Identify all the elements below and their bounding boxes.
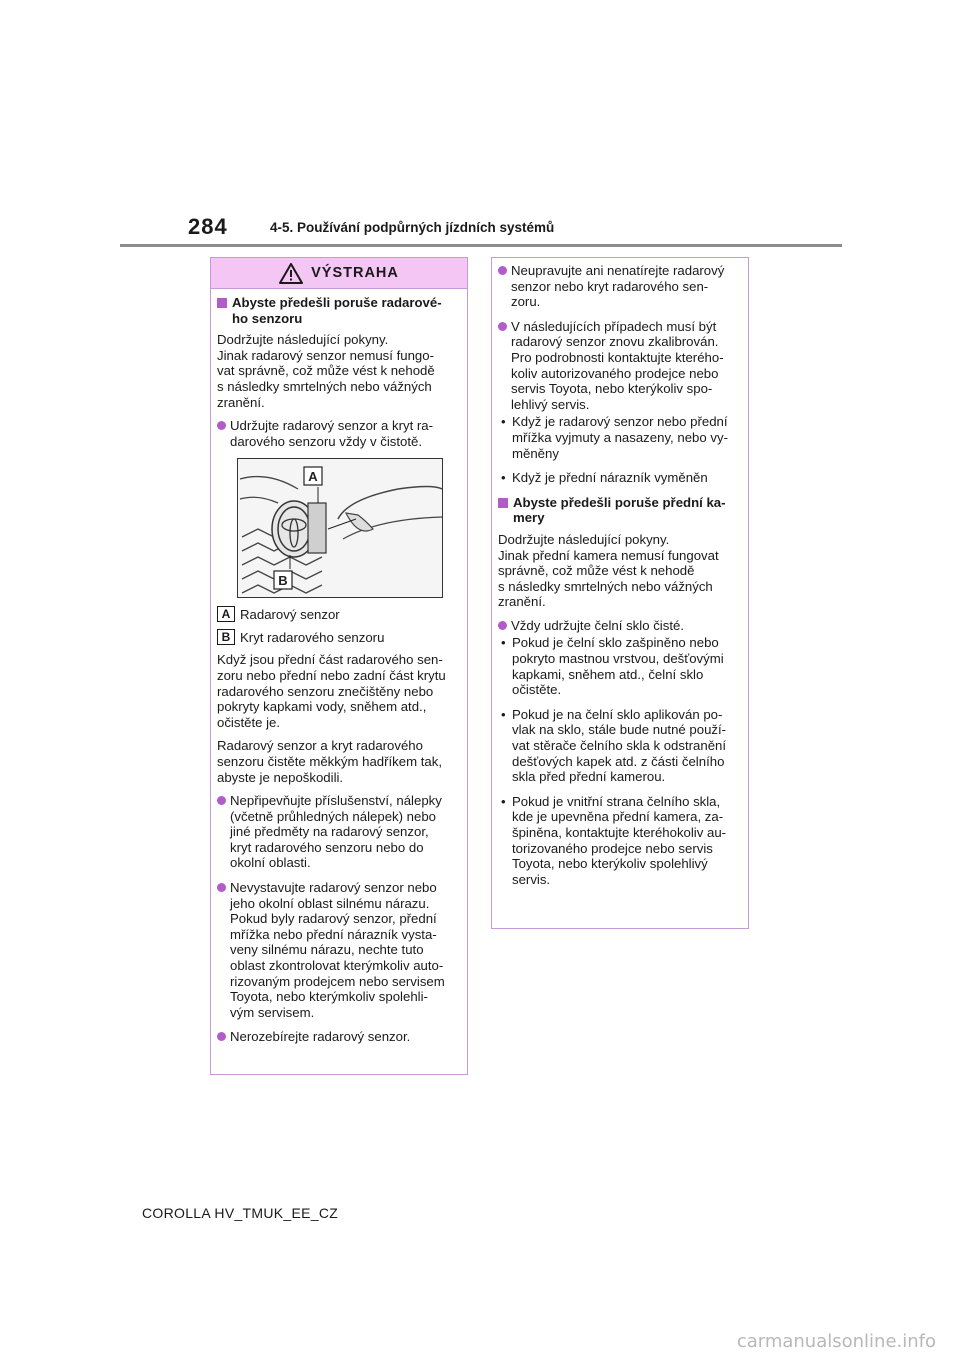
list-item: Neupravujte ani nenatírejte radarový senzor nebo kryt radarového sen- zoru. [498,263,743,310]
list-item: Nevystavujte radarový senzor nebo jeho okolní oblast silnému nárazu. Pokud byly radarový senzor, přední mřížka nebo přední nárazník vysta- veny silnému nárazu, nechte tuto oblast zkontrolovat kterýmkoliv auto- rizovaným prodejcem nebo servisem Toyota, nebo kterýmkoliv spolehli- vým servisem. [217,880,462,1020]
square-bullet-icon [498,498,508,508]
legend-text: Radarový senzor [240,606,340,622]
list-item: Nepřipevňujte příslušenství, nálepky (včetně průhledných nálepek) nebo jiné předměty na radarový senzor, kryt radarového senzoru nebo do okolní oblasti. [217,793,462,871]
camera-heading: Abyste předešli poruše přední ka- mery [498,495,743,526]
warning-box-left [210,257,468,1075]
figure-label-a: A [308,469,318,485]
circle-bullet-icon [217,421,226,430]
right-content [492,258,748,887]
cleaning-cloth-paragraph: Radarový senzor a kryt radarového senzoru čistěte měkkým hadříkem tak, abyste je nepoškodili. [217,738,442,785]
header-rule [120,244,842,247]
camera-intro: Dodržujte následující pokyny. Jinak přední kamera nemusí fungovat správně, což může vést k nehodě s následky smrtelných nebo vážných zranění. [498,531,719,610]
legend-item-a [217,606,462,622]
page-header [0,0,960,250]
legend-key: A [217,606,235,622]
warning-title: VÝSTRAHA [311,265,399,281]
radar-heading: Abyste předešli poruše radarové- ho senzoru [217,295,462,326]
circle-bullet-icon [498,266,507,275]
page-number: 284 [188,214,228,239]
left-content [211,289,467,1045]
list-item: Nerozebírejte radarový senzor. [217,1029,462,1045]
sub-list-item: • Když je přední nárazník vyměněn [501,470,708,486]
radar-sensor-figure [237,458,443,598]
legend-text: Kryt radarového senzoru [240,629,385,645]
cleaning-paragraph: Když jsou přední část radarového sen- zoru nebo přední nebo zadní část krytu radarového senzoru znečištěny nebo pokryty kapkami vody, sněhem atd., očistěte je. [217,652,446,730]
warning-bar [211,258,467,289]
legend-key: B [217,629,235,645]
circle-bullet-icon [498,322,507,331]
circle-bullet-icon [498,621,507,630]
legend-item-b [217,629,462,645]
list-item: V následujících případech musí být radarový senzor znovu zkalibrován. Pro podrobnosti kontaktujte kteréhо- koliv autorizovaného prodejce nebo servis Toyota, nebo kterýkoliv spo- lehlivý servis. [498,319,743,413]
sub-list-item: • Pokud je na čelní sklo aplikován po- vlak na sklo, stále bude nutné použí- vat stěrače čelního skla k odstranění dešťových kapek atd. z části čelního skla před přední kamerou. [501,706,727,785]
section-title: 4-5. Používání podpůrných jízdních systémů [270,220,555,235]
radar-sensor-illustration [238,459,442,597]
footer-model: COROLLA HV_TMUK_EE_CZ [142,1205,339,1221]
warning-triangle-icon [279,263,303,284]
list-item: Vždy udržujte čelní sklo čisté. [498,618,743,634]
figure-label-b: B [278,573,288,589]
sub-list-item: • Pokud je čelní sklo zašpiněno nebo pokryto mastnou vrstvou, dešťovými kapkami, sněhem atd., čelní sklo očistěte. [501,635,724,698]
watermark: carmanualsonline.info [736,1331,936,1352]
circle-bullet-icon [217,1032,226,1041]
sub-list-item: • Pokud je vnitřní strana čelního skla, kde je upevněna přední kamera, za- špiněna, kontaktujte kteréhokoliv au- torizovaného prodejce nebo servis Toyota, nebo kterýkoliv spolehlivý servis. [501,793,727,887]
circle-bullet-icon [217,796,226,805]
list-item: Udržujte radarový senzor a kryt ra- darového senzoru vždy v čistotě. [217,418,462,449]
square-bullet-icon [217,298,227,308]
radar-intro: Dodržujte následující pokyny. Jinak radarový senzor nemusí fungo- vat správně, což může vést k nehodě s následky smrtelných nebo vážných zranění. [217,332,435,410]
circle-bullet-icon [217,883,226,892]
sub-list-item: • Když je radarový senzor nebo přední mřížka vyjmuty a nasazeny, nebo vy- měněny [501,414,728,461]
warning-box-right [491,257,749,929]
